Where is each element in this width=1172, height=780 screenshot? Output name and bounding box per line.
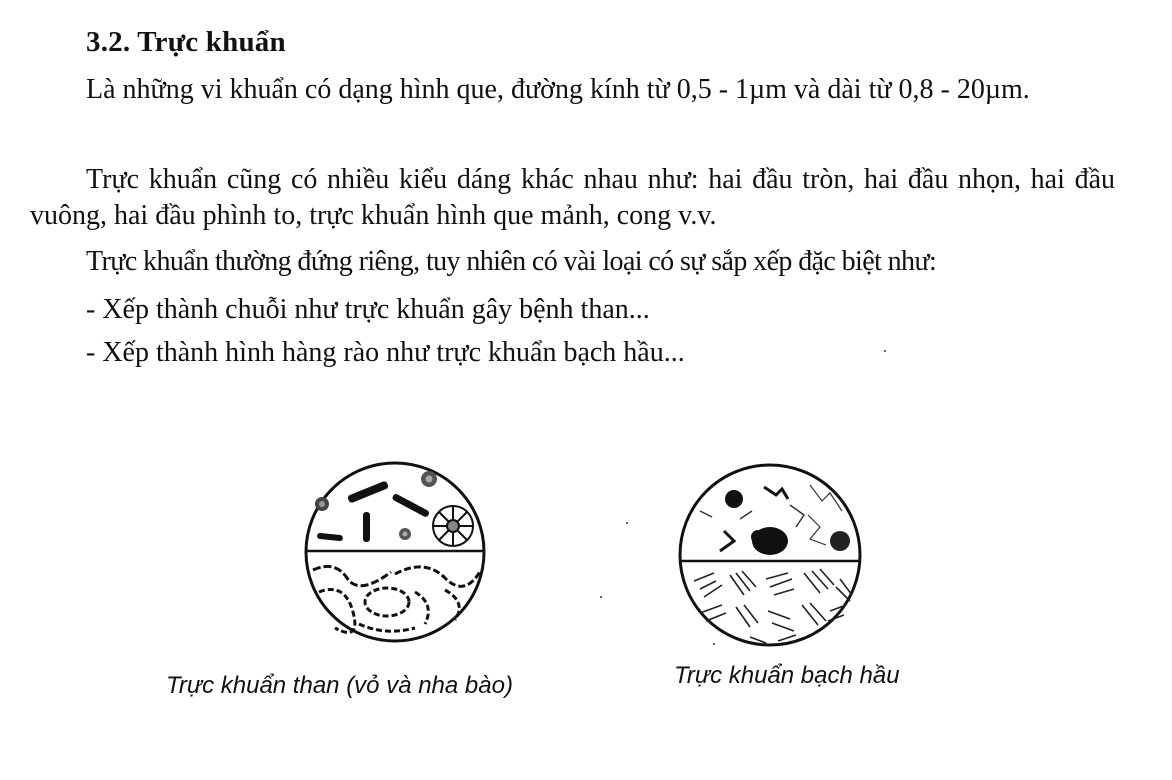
paragraph-shapes: Trực khuẩn cũng có nhiều kiểu dáng khác nhau như: hai đầu tròn, hai đầu nhọn, hai đầu vuông, hai đầu phình to, trực khuẩn hình que mảnh, cong v.v.	[30, 164, 1115, 231]
anthrax-bacilli-illustration	[295, 452, 495, 652]
scan-speck	[884, 350, 886, 352]
diphtheria-bacilli-illustration	[670, 455, 870, 655]
bullet-chain: - Xếp thành chuỗi như trực khuẩn gây bệnh than...	[86, 294, 650, 325]
scan-speck	[713, 643, 715, 645]
paragraph-definition: Là những vi khuẩn có dạng hình que, đường kính từ 0,5 - 1µm và dài từ 0,8 - 20µm.	[86, 74, 1030, 105]
scan-speck	[600, 596, 602, 598]
scan-speck	[626, 522, 628, 524]
bullet-palisade: - Xếp thành hình hàng rào như trực khuẩn bạch hầu...	[86, 337, 685, 368]
section-heading: 3.2. Trực khuẩn	[86, 26, 286, 58]
diphtheria-caption: Trực khuẩn bạch hầu	[674, 662, 900, 689]
paragraph-arrangement: Trực khuẩn thường đứng riêng, tuy nhiên có vài loại có sự sắp xếp đặc biệt như:	[86, 246, 937, 277]
anthrax-caption: Trực khuẩn than (vỏ và nha bào)	[166, 672, 513, 699]
